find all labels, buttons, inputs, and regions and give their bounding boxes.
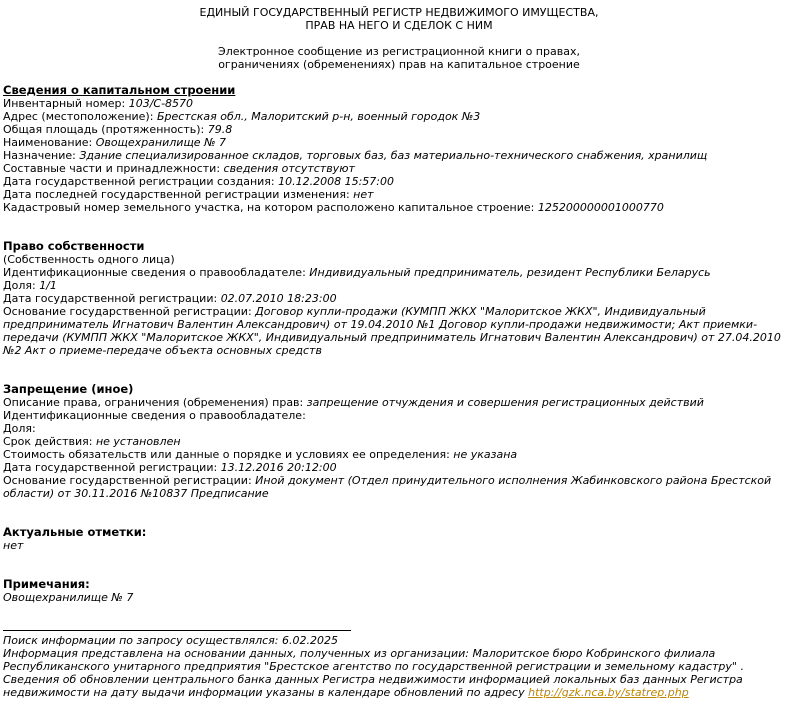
restriction-section — [3, 383, 795, 500]
footer — [3, 634, 795, 699]
field-restriction-rightholder: Идентификационные сведения о правообладателе: — [3, 409, 306, 422]
field-registration-basis: Основание государственной регистрации: Договор купли-продажи (КУМПП ЖКХ "Малоритское ЖКХ", Индивидуальный предприниматель Игнатович Валентин Александрович) от 19.04.2010 №1 Договор купли-продажи недвижимости; Акт приемки-передачи (КУМПП ЖКХ "Малоритское ЖКХ", Индивидуальный предприниматель Игнатович Валентин Александрович) от 27.04.2010 №2 Акт о приеме-передаче объекта основных средств — [3, 305, 781, 357]
source-info: Информация представлена на основании данных, полученных из организации: Малоритское бюро Кобринского филиала Республиканского унитарного предприятия "Брестское агентство по государственной регистрации и земельному кадастру" . — [3, 647, 744, 673]
restriction-title: Запрещение (иное) — [3, 382, 134, 396]
field-validity: Срок действия: не установлен — [3, 435, 181, 448]
search-date: Поиск информации по запросу осуществлялся: 6.02.2025 — [3, 634, 338, 647]
actual-marks-value: нет — [3, 539, 24, 552]
field-restriction-share: Доля: — [3, 422, 36, 435]
update-info: Сведения об обновлении центрального банка данных Регистра недвижимости информацией локальных баз данных Регистра недвижимости на дату выдачи информации указаны в календаре обновлений по адресу http://gzk.nca.by/statrep.php — [3, 673, 743, 699]
field-obligation-cost: Стоимость обязательств или данные о порядке и условиях ее определения: не указана — [3, 448, 518, 461]
field-area: Общая площадь (протяженность): 79.8 — [3, 123, 233, 136]
registry-title-line1: ЕДИНЫЙ ГОСУДАРСТВЕННЫЙ РЕГИСТР НЕДВИЖИМОГО ИМУЩЕСТВА, — [199, 6, 599, 19]
footer-divider — [3, 630, 351, 631]
registry-title-line2: ПРАВ НА НЕГО И СДЕЛОК С НИМ — [305, 19, 493, 32]
message-subtitle-line1: Электронное сообщение из регистрационной книги о правах, — [218, 45, 580, 58]
field-share: Доля: 1/1 — [3, 279, 57, 292]
field-address: Адрес (местоположение): Брестская обл., Малоритский р-н, военный городок №3 — [3, 110, 481, 123]
field-rightholder: Идентификационные сведения о правообладателе: Индивидуальный предприниматель, резидент Республики Беларусь — [3, 266, 711, 279]
field-creation-date: Дата государственной регистрации создания: 10.12.2008 15:57:00 — [3, 175, 395, 188]
calendar-link[interactable]: http://gzk.nca.by/statrep.php — [528, 686, 689, 699]
ownership-subtitle: (Собственность одного лица) — [3, 253, 175, 266]
notes-value: Овощехранилище № 7 — [3, 591, 134, 604]
actual-marks-title: Актуальные отметки: — [3, 525, 147, 539]
field-restriction-date: Дата государственной регистрации: 13.12.2016 20:12:00 — [3, 461, 337, 474]
field-name: Наименование: Овощехранилище № 7 — [3, 136, 227, 149]
field-restriction-basis: Основание государственной регистрации: Иной документ (Отдел принудительного исполнения Жабинковского района Брестской области) от 30.11.2016 №10837 Предписание — [3, 474, 772, 500]
message-subtitle-line2: ограничениях (обременениях) прав на капитальное строение — [218, 58, 580, 71]
document-header — [3, 6, 795, 71]
field-restriction-description: Описание права, ограничения (обременения) прав: запрещение отчуждения и совершения регистрационных действий — [3, 396, 704, 409]
field-registration-date: Дата государственной регистрации: 02.07.2010 18:23:00 — [3, 292, 337, 305]
ownership-section — [3, 240, 795, 357]
ownership-title: Право собственности — [3, 239, 145, 253]
notes-title: Примечания: — [3, 577, 90, 591]
field-cadastral-number: Кадастровый номер земельного участка, на котором расположено капитальное строение: 125200000001000770 — [3, 201, 664, 214]
field-inventory-number: Инвентарный номер: 103/C-8570 — [3, 97, 194, 110]
field-purpose: Назначение: Здание специализированное складов, торговых баз, баз материально-технического снабжения, хранилищ — [3, 149, 708, 162]
actual-marks-section — [3, 526, 795, 552]
capital-building-section — [3, 84, 795, 214]
notes-section — [3, 578, 795, 604]
field-components: Составные части и принадлежности: сведения отсутствуют — [3, 162, 355, 175]
capital-building-title: Сведения о капитальном строении — [3, 83, 236, 97]
field-last-change-date: Дата последней государственной регистрации изменения: нет — [3, 188, 374, 201]
